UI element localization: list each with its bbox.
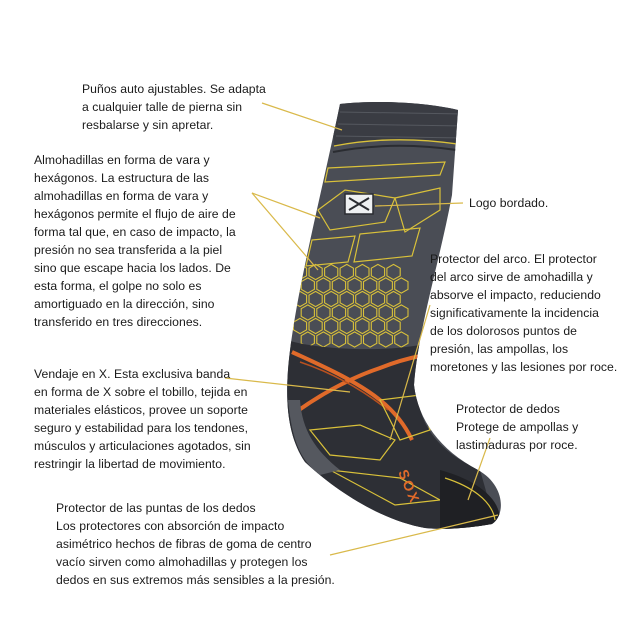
- annotation-cuff: [82, 80, 266, 134]
- annotation-line: Protector de las puntas de los dedos: [56, 501, 256, 515]
- embroidered-logo: [345, 194, 373, 214]
- annotation-line: de los dolorosos puntos de: [430, 324, 577, 338]
- annotation-line: Puños auto ajustables. Se adapta: [82, 82, 266, 96]
- annotation-line: músculos y articulaciones agotados, sin: [34, 439, 251, 453]
- annotation-line: dedos en sus extremos más sensibles a la presión.: [56, 573, 335, 587]
- annotation-line: del arco sirve de amohadilla y: [430, 270, 593, 284]
- annotation-line: Protector de dedos: [456, 402, 560, 416]
- annotation-line: en forma de X sobre el tobillo, tejida en: [34, 385, 248, 399]
- annotation-line: presión, las ampollas, los: [430, 342, 569, 356]
- annotation-line: significativamente la incidencia: [430, 306, 599, 320]
- annotation-line: a cualquier talle de pierna sin: [82, 100, 243, 114]
- annotation-arch: [430, 250, 617, 376]
- annotation-line: amortiguado en la dirección, sino: [34, 297, 215, 311]
- annotation-line: restringir la libertad de movimiento.: [34, 457, 226, 471]
- annotation-line: almohadillas en forma de vara y: [34, 189, 209, 203]
- annotation-line: resbalarse y sin apretar.: [82, 118, 214, 132]
- annotation-line: seguro y estabilidad para los tendones,: [34, 421, 249, 435]
- annotation-line: Los protectores con absorción de impacto: [56, 519, 285, 533]
- annotation-line: Protege de ampollas y: [456, 420, 579, 434]
- annotation-line: materiales elásticos, provee un soporte: [34, 403, 248, 417]
- annotation-line: forma tal que, en caso de impacto, la: [34, 225, 236, 239]
- annotation-logo: [469, 194, 548, 212]
- annotation-line: lastimaduras por roce.: [456, 438, 578, 452]
- brand-text: SOX: [395, 467, 424, 507]
- annotation-toe-guard: [456, 400, 578, 454]
- annotation-line: moretones y las lesiones por roce.: [430, 360, 618, 374]
- annotation-line: hexágonos. La estructura de las: [34, 171, 209, 185]
- annotation-line: Protector del arco. El protector: [430, 252, 597, 266]
- annotation-hex-pads: [34, 151, 236, 331]
- annotation-line: transferido en tres direcciones.: [34, 315, 203, 329]
- annotation-line: vacío sirven como almohadillas y protegen los: [56, 555, 308, 569]
- annotation-toe-tip: [56, 499, 335, 589]
- annotation-line: Almohadillas en forma de vara y: [34, 153, 210, 167]
- annotation-line: esta forma, el golpe no solo es: [34, 279, 202, 293]
- annotation-line: absorve el impacto, reduciendo: [430, 288, 601, 302]
- annotation-line: Vendaje en X. Esta exclusiva banda: [34, 367, 231, 381]
- annotation-line: sino que escape hacia los lados. De: [34, 261, 231, 275]
- annotation-line: presión no sea transferida a la piel: [34, 243, 223, 257]
- annotation-line: Logo bordado.: [469, 196, 549, 210]
- annotation-line: asimétrico hechos de fibras de goma de centro: [56, 537, 312, 551]
- annotation-line: hexágonos permite el flujo de aire de: [34, 207, 236, 221]
- annotation-x-band: [34, 365, 251, 473]
